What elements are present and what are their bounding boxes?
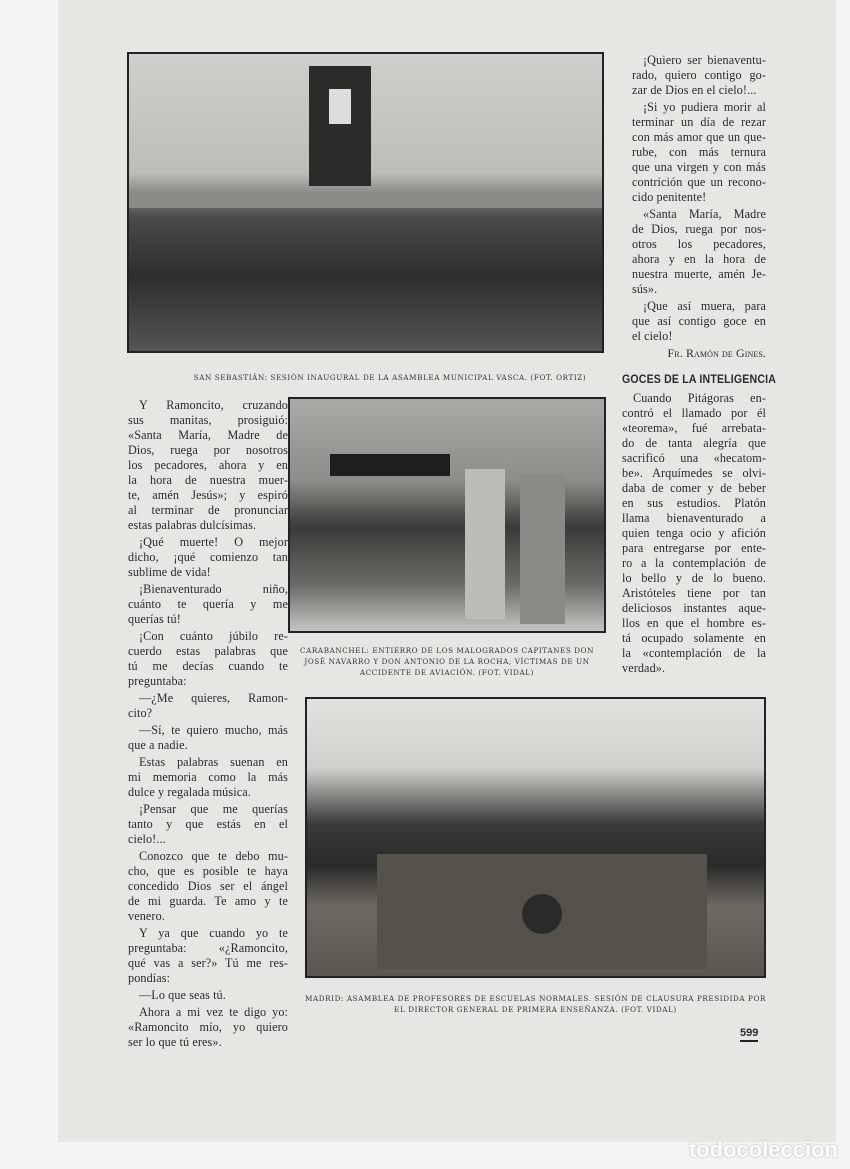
- photo-carabanchel-funeral: [288, 397, 606, 633]
- text-line: Dios, ruega por nosotros: [128, 443, 288, 457]
- paragraph: [128, 582, 288, 627]
- watermark-logo: todocoleccion: [688, 1137, 838, 1162]
- text-line: tanto y que estás en el: [128, 817, 288, 831]
- paragraph: [128, 723, 288, 753]
- text-line: Conozco que te debo mu-: [139, 849, 288, 863]
- text-line: que a nadie.: [128, 738, 188, 752]
- paragraph: [128, 398, 288, 533]
- text-line: te, amén Jesús»; y espiró: [128, 488, 288, 502]
- text-line: daba de comer y de beber: [622, 481, 766, 495]
- text-line: ¡Que así muera, para: [643, 299, 766, 313]
- text-line: Aristóteles tiene por tan: [622, 586, 766, 600]
- text-line: ¡Qué muerte! O mejor: [139, 535, 288, 549]
- text-line: be». Arquímedes se olvi-: [622, 466, 766, 480]
- text-line: —¿Me quieres, Ramon-: [139, 691, 288, 705]
- text-line: lo bello y de lo bueno.: [622, 571, 766, 585]
- text-line: Ahora a mi vez te digo yo:: [139, 1005, 288, 1019]
- section-heading: GOCES DE LA INTELIGENCIA: [622, 372, 777, 386]
- text-line: ¡Pensar que me querías: [139, 802, 288, 816]
- text-line: deliciosos instantes aque-: [622, 601, 766, 615]
- left-column-text: [128, 398, 288, 1052]
- text-line: contrición que un recono-: [632, 175, 766, 189]
- text-line: los pecadores, ahora y en: [128, 458, 288, 472]
- text-line: ¡Con cuánto júbilo re-: [139, 629, 288, 643]
- text-line: cho, que es posible te haya: [128, 864, 288, 878]
- paragraph: [128, 988, 288, 1003]
- text-line: nuestra muerte, amén Je-: [632, 267, 766, 281]
- text-line: ro a la contemplación de: [622, 556, 766, 570]
- text-line: el cielo!: [632, 329, 673, 343]
- text-line: sús».: [632, 282, 658, 296]
- text-line: concedido Dios ser el ángel: [128, 879, 288, 893]
- text-line: de Dios, ruega por nos-: [632, 222, 766, 236]
- text-line: terminar un día de rezar: [632, 115, 766, 129]
- text-line: pondías:: [128, 971, 171, 985]
- text-line: cuánto te quería y me: [128, 597, 288, 611]
- text-line: qué vas a ser?» Tú me res-: [128, 956, 288, 970]
- paragraph: [632, 100, 766, 205]
- text-line: ¡Quiero ser bienaventu-: [643, 53, 766, 67]
- text-line: zar de Dios en el cielo!...: [632, 83, 757, 97]
- text-line: ahora y en la hora de: [632, 252, 766, 266]
- text-line: querías tú!: [128, 612, 181, 626]
- text-line: cuerdo estas palabras que: [128, 644, 288, 658]
- text-line: preguntaba:: [128, 674, 187, 688]
- text-line: estas palabras dulcísimas.: [128, 518, 257, 532]
- page-number: 599: [740, 1027, 758, 1042]
- photo-madrid-teachers-assembly: [305, 697, 766, 978]
- text-line: dulce y regalada música.: [128, 785, 251, 799]
- photo-san-sebastian-assembly: [127, 52, 604, 353]
- text-line: —Sí, te quiero mucho, más: [139, 723, 288, 737]
- paragraph: [128, 1005, 288, 1050]
- paragraph: [128, 926, 288, 986]
- text-line: venero.: [128, 909, 165, 923]
- text-line: la hora de nuestra muer-: [128, 473, 288, 487]
- text-line: do de tanta alegría que: [622, 436, 766, 450]
- text-line: dicho, ¡qué comienzo tan: [128, 550, 288, 564]
- text-line: Cuando Pitágoras en-: [633, 391, 766, 405]
- text-line: «Santa María, Madre de: [128, 428, 288, 442]
- text-line: tú me decías cuando te: [128, 659, 288, 673]
- paragraph: [128, 691, 288, 721]
- right-column-top-text: [632, 53, 766, 361]
- text-line: ¡Si yo pudiera morir al: [643, 100, 766, 114]
- text-line: ¡Bienaventurado niño,: [139, 582, 288, 596]
- text-line: sus manitas, prosiguió:: [128, 413, 288, 427]
- paragraph: [632, 207, 766, 297]
- photo1-caption: SAN SEBASTIÁN: SESIÓN INAUGURAL DE LA ASAMBLEA MUNICIPAL VASCA. (FOT. ORTIZ): [193, 373, 587, 382]
- text-line: para entregarse por ente-: [622, 541, 766, 555]
- photo2-caption: CARABANCHEL: ENTIERRO DE LOS MALOGRADOS CAPITANES DON JOSÉ NAVARRO Y DON ANTONIO DE LA ROCHA, VÍCTIMAS DE UN ACCIDENTE DE AVIACIÓN. (FOT. VIDAL): [300, 646, 594, 677]
- text-line: contró el llamado por él: [622, 406, 766, 420]
- text-line: con más amor que un que-: [632, 130, 766, 144]
- text-line: Y ya que cuando yo te: [139, 926, 288, 940]
- paragraph: [128, 629, 288, 689]
- text-line: al terminar de pronunciar: [128, 503, 288, 517]
- text-line: llos en que el hombre es-: [622, 616, 766, 630]
- text-line: tá ocupado solamente en: [622, 631, 766, 645]
- paragraph: [128, 535, 288, 580]
- text-line: en sus estudios. Platón: [622, 496, 766, 510]
- text-line: —Lo que seas tú.: [139, 988, 226, 1002]
- right-column-bottom-text: [622, 372, 777, 678]
- text-line: otros los pecadores,: [632, 237, 766, 251]
- text-line: mi memoria como la más: [128, 770, 288, 784]
- text-line: sublime de vida!: [128, 565, 211, 579]
- text-line: rado, quiero contigo go-: [632, 68, 766, 82]
- text-line: la «contemplación de la: [622, 646, 766, 660]
- text-line: rube, con más ternura: [632, 145, 766, 159]
- text-line: sacrificó una «hecatom-: [622, 451, 766, 465]
- text-line: preguntaba: «¿Ramoncito,: [128, 941, 288, 955]
- text-line: cito?: [128, 706, 153, 720]
- text-line: llama bienaventurado a: [622, 511, 766, 525]
- paragraph: [128, 755, 288, 800]
- author-signature: Fr. Ramón de Gines.: [667, 346, 766, 360]
- paragraph: [632, 299, 766, 344]
- text-line: verdad».: [622, 661, 666, 675]
- text-line: de mi guarda. Te amo y te: [128, 894, 288, 908]
- text-line: «Santa María, Madre: [643, 207, 766, 221]
- paragraph: [632, 53, 766, 98]
- text-line: ser lo que tú eres».: [128, 1035, 222, 1049]
- paragraph: [622, 391, 766, 676]
- photo3-caption: MADRID: ASAMBLEA DE PROFESORES DE ESCUELAS NORMALES. SESIÓN DE CLAUSURA PRESIDIDA POR EL DIRECTOR GENERAL DE PRIMERA ENSEÑANZA. (FOT. VIDAL): [305, 994, 766, 1014]
- text-line: que una virgen y con más: [632, 160, 766, 174]
- text-line: Estas palabras suenan en: [139, 755, 288, 769]
- text-line: «Ramoncito mío, yo quiero: [128, 1020, 288, 1034]
- text-line: que así contigo goce en: [632, 314, 766, 328]
- text-line: «teorema», fué arrebata-: [622, 421, 766, 435]
- text-line: cielo!...: [128, 832, 166, 846]
- text-line: Y Ramoncito, cruzando: [139, 398, 288, 412]
- text-line: cido penitente!: [632, 190, 707, 204]
- text-line: quien tenga ocio y afición: [622, 526, 766, 540]
- paragraph: [128, 802, 288, 847]
- paragraph: [128, 849, 288, 924]
